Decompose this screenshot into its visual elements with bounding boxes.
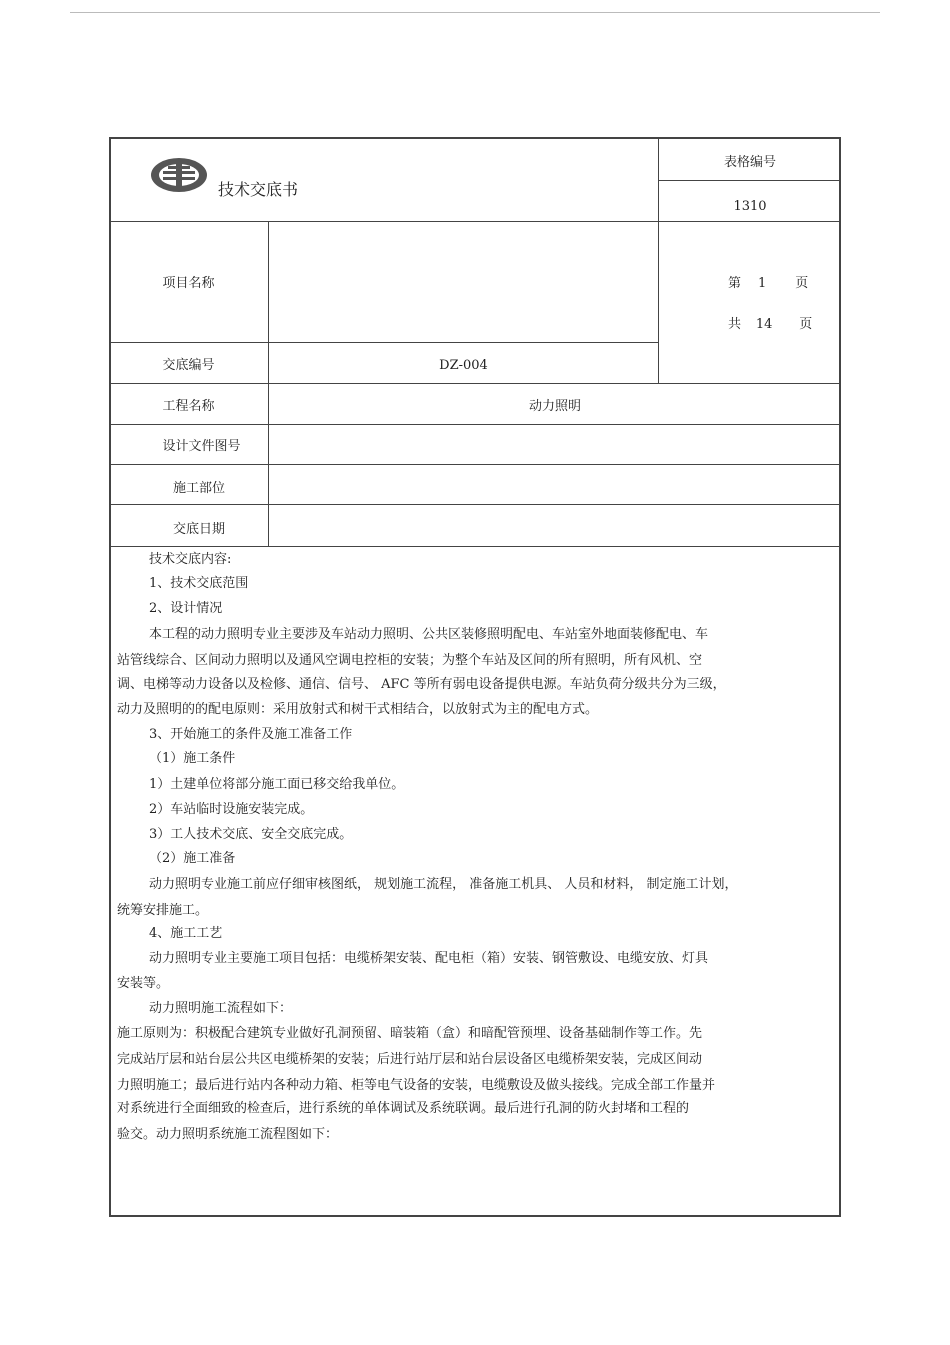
page-total [728,317,848,333]
top-rule [70,12,880,13]
railway-logo-icon [150,157,208,193]
content-line: 力照明施工；最后进行站内各种动力箱、柜等电气设备的安装，电缆敷设及做头接线。完成全部工作量并 [117,1078,716,1093]
content-line: 3）工人技术交底、安全交底完成。 [149,827,353,842]
page-prefix: 第 [728,276,742,291]
content-line: （1）施工条件 [149,751,236,766]
right-column-line [658,137,659,383]
disclosure-no-label: 交底编号 [162,358,215,373]
location-row-bottom [109,504,841,505]
label-column-line [268,221,269,546]
design-row-bottom [109,464,841,465]
total-suffix: 页 [799,317,813,332]
document-title: 技术交底书 [218,180,299,199]
disclosure-row-bottom [109,383,841,384]
content-line: （2）施工准备 [149,851,236,866]
content-line: 3、开始施工的条件及施工准备工作 [149,727,353,742]
content-line: 1）土建单位将部分施工面已移交给我单位。 [149,777,405,792]
work-name-label: 工程名称 [162,399,215,414]
work-name-value: 动力照明 [528,399,581,414]
form-no-label: 表格编号 [723,155,776,170]
content-line: 验交。动力照明系统施工流程图如下： [117,1127,339,1142]
page-suffix: 页 [795,276,809,291]
design-doc-label: 设计文件图号 [162,439,241,454]
content-line: 2、设计情况 [149,601,223,616]
content-line: 技术交底内容: [149,552,232,567]
content-line: 动力照明施工流程如下： [149,1001,293,1016]
project-name-label: 项目名称 [162,276,215,291]
content-line: 站管线综合、区间动力照明以及通风空调电控柜的安装；为整个车站及区间的所有照明，所有风机、空 [117,653,703,668]
form-no-value: 1310 [733,199,767,214]
date-row-bottom [109,546,841,547]
content-line: 1、技术交底范围 [149,576,249,591]
page-current: 1 [758,276,767,291]
content-line: 动力照明专业施工前应仔细审核图纸， 规划施工流程， 准备施工机具、 人员和材料， 制定施工计划， [149,877,738,892]
project-row-bottom [109,342,659,343]
content-line: 安装等。 [117,976,170,991]
date-label: 交底日期 [172,522,225,537]
work-row-bottom [109,424,841,425]
total-prefix: 共 [728,317,742,332]
header-bottom-line [109,221,659,222]
content-line: 2）车站临时设施安装完成。 [149,802,314,817]
content-line: 统筹安排施工。 [117,903,209,918]
location-label: 施工部位 [172,481,225,496]
content-line: 调、电梯等动力设备以及检修、通信、信号、 AFC 等所有弱电设备提供电源。车站负荷分级共分为三级， [117,677,726,692]
content-line: 施工原则为：积极配合建筑专业做好孔洞预留、暗装箱（盒）和暗配管预埋、设备基础制作等工作。先 [117,1026,703,1041]
form-no-bottom [659,221,841,222]
disclosure-no-value: DZ-004 [439,358,488,373]
content-line: 动力及照明的的配电原则：采用放射式和树干式相结合，以放射式为主的配电方式。 [117,702,599,717]
total-pages: 14 [755,317,773,332]
content-line: 对系统进行全面细致的检查后，进行系统的单体调试及系统联调。最后进行孔洞的防火封堵和工程的 [117,1101,690,1116]
content-line: 本工程的动力照明专业主要涉及车站动力照明、公共区装修照明配电、车站室外地面装修配电、车 [149,627,709,642]
form-no-divider [659,180,841,181]
content-line: 动力照明专业主要施工项目包括：电缆桥架安装、配电柜（箱）安装、钢管敷设、电缆安放、灯具 [149,951,709,966]
page-number [728,276,848,292]
content-line: 完成站厅层和站台层公共区电缆桥架的安装；后进行站厅层和站台层设备区电缆桥架安装，完成区间动 [117,1052,703,1067]
content-line: 4、施工工艺 [149,926,223,941]
